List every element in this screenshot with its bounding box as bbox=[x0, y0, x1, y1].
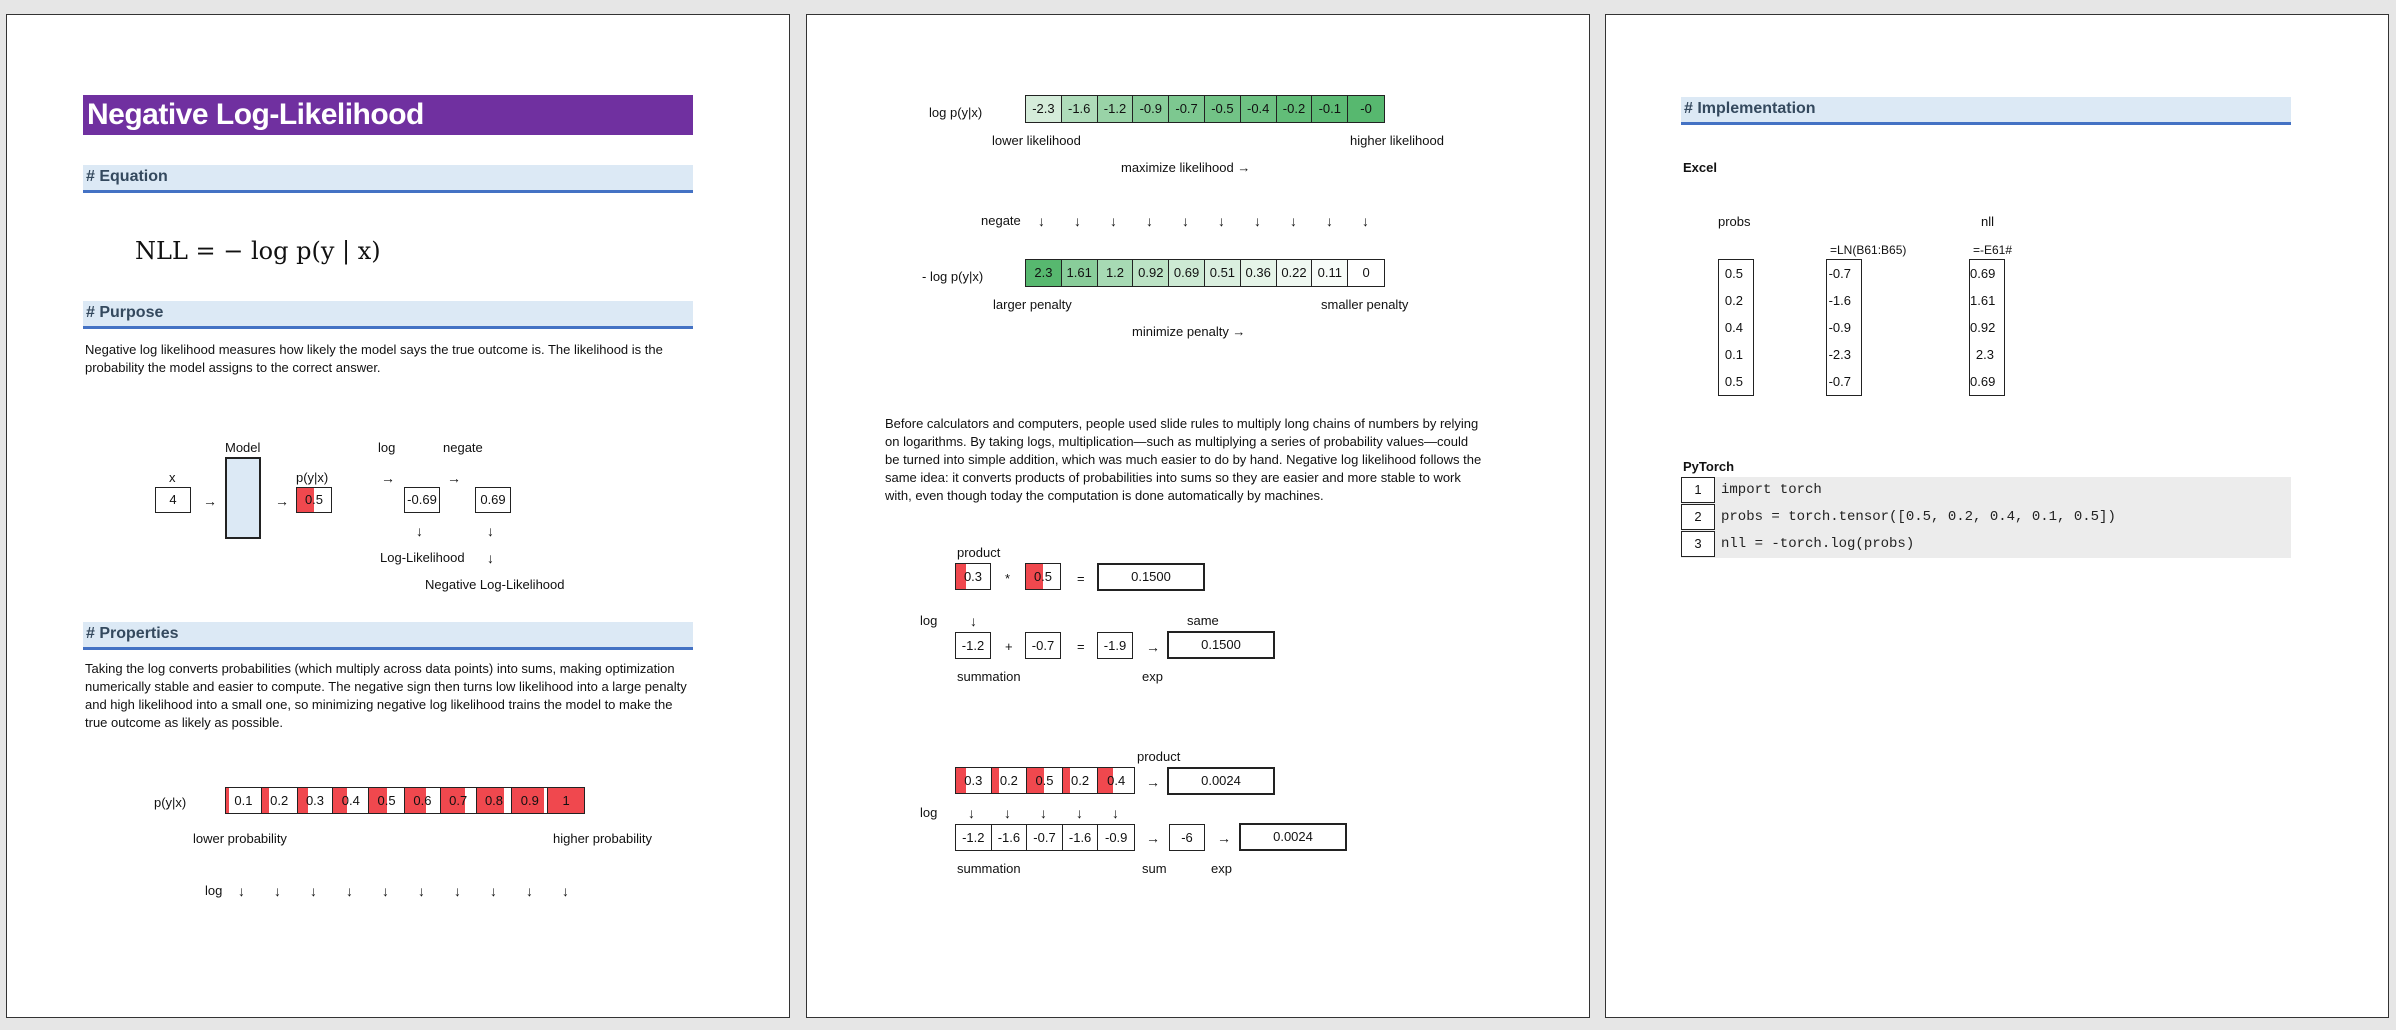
lower-probability-label: lower probability bbox=[193, 831, 287, 846]
logp-cell bbox=[1133, 96, 1169, 122]
excel-nll-cell: 1.61 bbox=[1970, 293, 1996, 308]
logp-cell-value: -0.9 bbox=[1139, 101, 1162, 116]
excel-log-column bbox=[1826, 259, 1862, 396]
log-label: log bbox=[378, 440, 396, 455]
prob-cell bbox=[441, 788, 477, 813]
negate-label: negate bbox=[981, 213, 1021, 228]
excel-prob-cell: 0.1 bbox=[1724, 347, 1743, 362]
down-arrow-icon: ↓ bbox=[1146, 213, 1153, 229]
prob-cell bbox=[226, 788, 262, 813]
larger-penalty-label: larger penalty bbox=[993, 297, 1072, 312]
down-arrow-icon: ↓ bbox=[1326, 213, 1333, 229]
formula-log: =LN(B61:B65) bbox=[1830, 243, 1907, 257]
smaller-penalty-label: smaller penalty bbox=[1321, 297, 1409, 312]
higher-probability-label: higher probability bbox=[553, 831, 653, 846]
logp-cell-value: -1.2 bbox=[1103, 101, 1127, 116]
ex2-log-cell bbox=[992, 825, 1028, 850]
model-box bbox=[225, 457, 261, 539]
p-value: 0.5 bbox=[304, 492, 324, 507]
nll-label: Negative Log-Likelihood bbox=[425, 577, 565, 592]
prob-cell-value: 0.5 bbox=[377, 793, 396, 808]
ex2-log-cell-value: -0.7 bbox=[1033, 830, 1056, 845]
ex2-log-cell-value: -1.6 bbox=[1068, 830, 1092, 845]
ex2-log-cell-value: -0.9 bbox=[1104, 830, 1128, 845]
formula-nll: =-E61# bbox=[1973, 243, 2013, 257]
page-2 bbox=[806, 14, 1590, 1018]
ex2-prob-cell-value: 0.2 bbox=[1071, 773, 1090, 788]
down-arrow-icon: ↓ bbox=[968, 805, 975, 821]
ex2-log-cell bbox=[1027, 825, 1063, 850]
logp-cell-value: -0.1 bbox=[1318, 101, 1341, 116]
log-row-label: log bbox=[205, 883, 223, 898]
prob-cell bbox=[369, 788, 405, 813]
logp-cell bbox=[1026, 96, 1062, 122]
product-label: product bbox=[957, 545, 1001, 560]
excel-probs-column bbox=[1718, 259, 1754, 396]
prob-cell-value: 0.8 bbox=[484, 793, 504, 808]
down-arrow-icon: ↓ bbox=[1040, 805, 1047, 821]
right-arrow-icon: → bbox=[1217, 830, 1231, 846]
code-line: import torch bbox=[1721, 482, 1822, 498]
pytorch-label: PyTorch bbox=[1683, 459, 1735, 474]
line-number: 1 bbox=[1681, 477, 1715, 503]
ex2-log-cell bbox=[1098, 825, 1134, 850]
ex2-exp-box bbox=[1239, 823, 1347, 851]
properties-text: Taking the log converts probabilities (which multiply across data points) into sums, making optimization numerically stable and easier to compute. The negative sign then turns low likelihood into a large penalty and high likelihood into a small one, so minimizing negative log likelihood trains the model to make the true outcome as likely as possible. bbox=[85, 661, 687, 730]
log-label-2: log bbox=[920, 805, 938, 820]
neglogp-cell bbox=[1062, 260, 1098, 286]
logp-cell bbox=[1241, 96, 1277, 122]
ex2-prob-cell-value: 0.4 bbox=[1107, 773, 1126, 788]
ex2-prob-cell-value: 0.3 bbox=[964, 773, 983, 788]
neglogp-cell-value: 0.69 bbox=[1173, 265, 1200, 280]
code-line: nll = -torch.log(probs) bbox=[1721, 536, 1915, 552]
log-likelihood-label: Log-Likelihood bbox=[380, 550, 465, 565]
down-arrow-icon: ↓ bbox=[562, 883, 569, 899]
ex1-a-box bbox=[955, 563, 991, 590]
ex1-product-result: 0.1500 bbox=[1131, 569, 1171, 584]
minimize-label: minimize penalty → bbox=[1132, 324, 1246, 339]
equals-sign: = bbox=[1077, 571, 1085, 586]
excel-log-cell: -0.7 bbox=[1828, 266, 1851, 281]
ex2-prob-cell bbox=[1027, 768, 1063, 793]
page-title: Negative Log-Likelihood bbox=[83, 95, 693, 135]
prob-cell bbox=[298, 788, 334, 813]
prob-cell bbox=[405, 788, 441, 813]
down-arrow-icon: ↓ bbox=[418, 883, 425, 899]
log-value-box bbox=[404, 487, 440, 513]
prob-cell-value: 0.1 bbox=[234, 793, 253, 808]
excel-nll-cell: 2.3 bbox=[1975, 347, 1994, 362]
ex2-exp-result: 0.0024 bbox=[1273, 829, 1313, 844]
exp-label-2: exp bbox=[1211, 861, 1232, 876]
right-arrow-icon: → bbox=[203, 493, 217, 509]
ex2-log-cell-value: -1.2 bbox=[962, 830, 985, 845]
down-arrow-icon: ↓ bbox=[1253, 213, 1261, 229]
excel-prob-cell: 0.4 bbox=[1724, 320, 1743, 335]
model-label: Model bbox=[225, 440, 261, 455]
ex1-b: 0.5 bbox=[1033, 569, 1053, 584]
neg-value: 0.69 bbox=[480, 492, 506, 507]
down-arrow-icon: ↓ bbox=[382, 883, 389, 899]
ex1-lb-box bbox=[1025, 632, 1061, 659]
ex1-b-box bbox=[1025, 563, 1061, 590]
logp-cell bbox=[1348, 96, 1384, 122]
logp-cell bbox=[1098, 96, 1134, 122]
code-line: probs = torch.tensor([0.5, 0.2, 0.4, 0.1, 0.5]) bbox=[1721, 509, 2116, 525]
logp-cell-value: -0.2 bbox=[1282, 101, 1306, 116]
ex2-prob-cell bbox=[956, 768, 992, 793]
log-arrow-row bbox=[225, 883, 585, 901]
ex1-exp-result: 0.1500 bbox=[1201, 637, 1241, 652]
down-arrow-icon: ↓ bbox=[310, 883, 317, 899]
ex2-sum: -6 bbox=[1181, 830, 1193, 845]
ex1-lsum-box bbox=[1097, 632, 1133, 659]
nll-equation bbox=[135, 237, 381, 265]
equals-sign: = bbox=[1077, 639, 1085, 654]
neglogp-cell bbox=[1241, 260, 1277, 286]
excel-label: Excel bbox=[1683, 160, 1717, 175]
ex1-la-box bbox=[955, 632, 991, 659]
neglogp-cell bbox=[1026, 260, 1062, 286]
ex1-lb: -0.7 bbox=[1031, 638, 1055, 653]
logp-cell-value: -0.4 bbox=[1246, 101, 1270, 116]
times-sign: * bbox=[1005, 571, 1011, 586]
neglogp-strip bbox=[1025, 259, 1385, 287]
prob-cell-value: 0.7 bbox=[449, 793, 468, 808]
neglogp-cell bbox=[1205, 260, 1241, 286]
x-value-box bbox=[155, 487, 191, 513]
ex2-log-cell bbox=[956, 825, 992, 850]
product-label-2: product bbox=[1137, 749, 1181, 764]
summation-label-2: summation bbox=[957, 861, 1021, 876]
excel-log-cell: -0.9 bbox=[1828, 320, 1851, 335]
prob-cell bbox=[333, 788, 369, 813]
prob-cell-value: 1 bbox=[562, 793, 570, 808]
neglogp-cell bbox=[1312, 260, 1348, 286]
ex2-sum-box bbox=[1169, 824, 1205, 851]
prob-cell-value: 0.2 bbox=[270, 793, 289, 808]
excel-nll-cell: 0.92 bbox=[1970, 320, 1996, 335]
neglogp-cell bbox=[1348, 260, 1384, 286]
section-equation: # Equation bbox=[83, 165, 693, 193]
down-arrow-icon: ↓ bbox=[1362, 213, 1369, 229]
probability-strip bbox=[225, 787, 585, 814]
logp-cell bbox=[1205, 96, 1241, 122]
down-arrow-icon: ↓ bbox=[346, 883, 353, 899]
ex2-log-cell bbox=[1063, 825, 1099, 850]
logp-cell-value: -0 bbox=[1360, 101, 1372, 116]
neglogp-cell-value: 0 bbox=[1362, 265, 1370, 280]
same-label: same bbox=[1187, 613, 1219, 628]
prob-cell bbox=[477, 788, 513, 813]
neglogp-cell bbox=[1098, 260, 1134, 286]
neglogp-cell-value: 2.3 bbox=[1034, 265, 1053, 280]
neglogp-cell-value: 0.92 bbox=[1138, 265, 1164, 280]
down-arrow-icon: ↓ bbox=[1112, 805, 1119, 821]
logp-cell bbox=[1062, 96, 1098, 122]
log-value: -0.69 bbox=[407, 492, 437, 507]
down-arrow-icon: ↓ bbox=[1290, 213, 1297, 229]
right-arrow-icon: → bbox=[1146, 774, 1160, 790]
x-value: 4 bbox=[169, 492, 177, 507]
excel-log-cell: -0.7 bbox=[1828, 374, 1851, 389]
ex2-prob-cell bbox=[1063, 768, 1099, 793]
down-arrow-icon: ↓ bbox=[1076, 805, 1083, 821]
neglogp-cell-value: 1.61 bbox=[1066, 265, 1092, 280]
prob-cell bbox=[548, 788, 584, 813]
down-arrow-icon: ↓ bbox=[274, 883, 281, 899]
logp-cell-value: -0.7 bbox=[1175, 101, 1198, 116]
col-probs-header: probs bbox=[1718, 214, 1751, 229]
down-arrow-icon: ↓ bbox=[238, 883, 245, 899]
right-arrow-icon: → bbox=[381, 470, 395, 486]
ex1-lsum: -1.9 bbox=[1103, 638, 1127, 653]
logp-cell-value: -1.6 bbox=[1067, 101, 1091, 116]
logp-cell bbox=[1312, 96, 1348, 122]
section-purpose: # Purpose bbox=[83, 301, 693, 329]
ex1-product-box bbox=[1097, 563, 1205, 591]
prob-cell-value: 0.4 bbox=[341, 793, 360, 808]
sum-label: sum bbox=[1142, 861, 1167, 876]
excel-log-cell: -1.6 bbox=[1828, 293, 1851, 308]
excel-log-cell: -2.3 bbox=[1828, 347, 1851, 362]
exp-label: exp bbox=[1142, 669, 1163, 684]
ex2-prob-cell-value: 0.2 bbox=[999, 773, 1018, 788]
higher-likelihood-label: higher likelihood bbox=[1350, 133, 1444, 148]
down-arrow-icon: ↓ bbox=[487, 550, 494, 566]
logp-cell-value: -0.5 bbox=[1211, 101, 1234, 116]
ex2-log-cell-value: -1.6 bbox=[997, 830, 1021, 845]
right-arrow-icon: → bbox=[1146, 639, 1160, 655]
line-number: 3 bbox=[1681, 531, 1715, 557]
down-arrow-icon: ↓ bbox=[526, 883, 533, 899]
code-block bbox=[1681, 477, 2291, 558]
equation-text: NLL = − log p(y | x) bbox=[135, 237, 381, 265]
ex1-a: 0.3 bbox=[963, 569, 983, 584]
logp-cell bbox=[1169, 96, 1205, 122]
summation-label: summation bbox=[957, 669, 1021, 684]
ex1-la: -1.2 bbox=[961, 638, 985, 653]
section-implementation: # Implementation bbox=[1681, 97, 2291, 125]
logp-cell-value: -2.3 bbox=[1032, 101, 1055, 116]
ex2-prob-cell bbox=[992, 768, 1028, 793]
prob-cell bbox=[262, 788, 298, 813]
purpose-text: Negative log likelihood measures how likely the model says the true outcome is. The likelihood is the probability the model assigns to the correct answer. bbox=[85, 342, 663, 375]
right-arrow-icon: → bbox=[1146, 830, 1160, 846]
ex2-prob-cell bbox=[1098, 768, 1134, 793]
down-arrow-icon: ↓ bbox=[1074, 213, 1081, 229]
col-nll-header: nll bbox=[1981, 214, 1995, 229]
prob-row-label: p(y|x) bbox=[154, 795, 187, 810]
history-text: Before calculators and computers, people used slide rules to multiply long chains of numbers by relying on logarithms. By taking logs, multiplication—such as multiplying a series of probability values—could be turned into simple addition, which was much easier to do by hand. Negative log likelihood follows the same idea: it converts products of probabilities into sums so they are easier and more stable to work with, even though today the computation is done automatically by machines. bbox=[885, 416, 1482, 503]
ex2-log-strip bbox=[955, 824, 1135, 851]
logp-strip bbox=[1025, 95, 1385, 123]
neglogp-cell-value: 0.36 bbox=[1245, 265, 1271, 280]
right-arrow-icon: → bbox=[275, 493, 289, 509]
page-3 bbox=[1605, 14, 2389, 1018]
excel-prob-cell: 0.5 bbox=[1724, 374, 1743, 389]
ex2-prob-strip bbox=[955, 767, 1135, 794]
negate-arrow-row bbox=[1025, 213, 1385, 231]
neglogp-cell-value: 0.11 bbox=[1317, 265, 1342, 280]
neglogp-cell bbox=[1169, 260, 1205, 286]
line-number: 2 bbox=[1681, 504, 1715, 530]
excel-nll-cell: 0.69 bbox=[1970, 374, 1996, 389]
p-label: p(y|x) bbox=[296, 470, 329, 485]
page-1 bbox=[6, 14, 790, 1018]
x-label: x bbox=[169, 470, 176, 485]
down-arrow-icon: ↓ bbox=[487, 523, 494, 539]
lower-likelihood-label: lower likelihood bbox=[992, 133, 1081, 148]
neglogp-cell bbox=[1277, 260, 1313, 286]
down-arrow-icon: ↓ bbox=[1004, 805, 1011, 821]
neglogp-cell-value: 1.2 bbox=[1105, 265, 1125, 280]
excel-prob-cell: 0.2 bbox=[1724, 293, 1743, 308]
p-value-box bbox=[296, 487, 332, 513]
excel-nll-cell: 0.69 bbox=[1970, 266, 1996, 281]
ex2-product-box bbox=[1167, 767, 1275, 795]
neglogp-cell-value: 0.51 bbox=[1209, 265, 1236, 280]
plus-sign: + bbox=[1005, 639, 1013, 654]
prob-cell bbox=[512, 788, 548, 813]
maximize-label: maximize likelihood → bbox=[1121, 160, 1251, 175]
logp-label: log p(y|x) bbox=[929, 105, 983, 120]
down-arrow-icon: ↓ bbox=[970, 613, 977, 629]
prob-cell-value: 0.6 bbox=[413, 793, 432, 808]
ex1-exp-box bbox=[1167, 631, 1275, 659]
logp-cell bbox=[1277, 96, 1313, 122]
prob-cell-value: 0.3 bbox=[305, 793, 325, 808]
down-arrow-icon: ↓ bbox=[1182, 213, 1189, 229]
log-label: log bbox=[920, 613, 938, 628]
prob-cell-value: 0.9 bbox=[520, 793, 539, 808]
down-arrow-icon: ↓ bbox=[453, 883, 461, 899]
neglogp-cell bbox=[1133, 260, 1169, 286]
ex2-prob-cell-value: 0.5 bbox=[1035, 773, 1054, 788]
right-arrow-icon: → bbox=[447, 470, 461, 486]
down-arrow-icon: ↓ bbox=[416, 523, 423, 539]
down-arrow-icon: ↓ bbox=[1218, 213, 1225, 229]
negate-label: negate bbox=[443, 440, 483, 455]
ex2-log-arrow-row bbox=[955, 805, 1135, 823]
down-arrow-icon: ↓ bbox=[1038, 213, 1045, 229]
down-arrow-icon: ↓ bbox=[490, 883, 497, 899]
excel-prob-cell: 0.5 bbox=[1724, 266, 1743, 281]
section-properties: # Properties bbox=[83, 622, 693, 650]
neglogp-cell-value: 0.22 bbox=[1281, 265, 1307, 280]
down-arrow-icon: ↓ bbox=[1110, 213, 1117, 229]
excel-nll-column bbox=[1969, 259, 2005, 396]
neg-value-box bbox=[475, 487, 511, 513]
ex2-product-result: 0.0024 bbox=[1201, 773, 1241, 788]
neglogp-label: - log p(y|x) bbox=[922, 269, 984, 284]
